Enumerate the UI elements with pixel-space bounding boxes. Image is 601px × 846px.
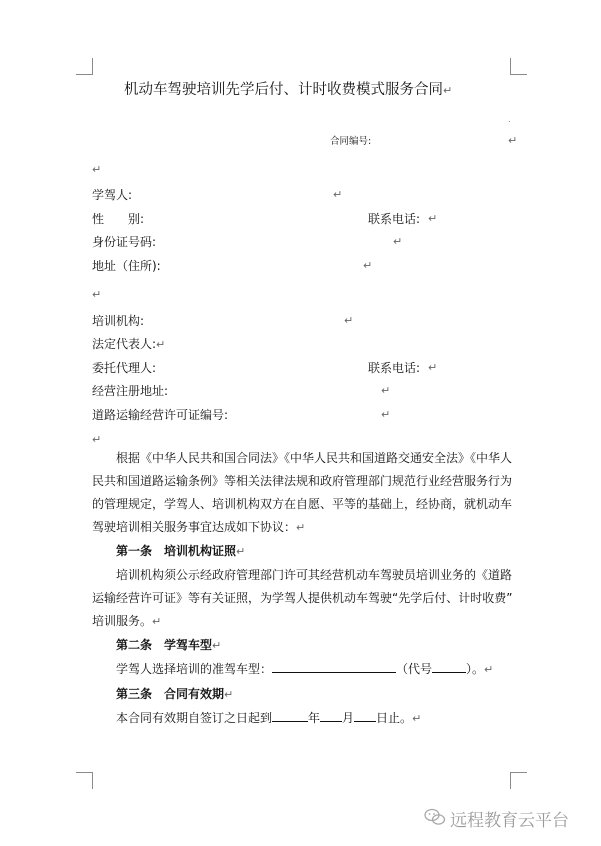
paragraph-mark: ↵ <box>92 433 102 446</box>
article-3-heading <box>116 683 233 706</box>
vehicle-code-label: （代号 <box>396 662 433 676</box>
paragraph-mark: ↵ <box>484 663 494 676</box>
paragraph-mark: ↵ <box>152 615 162 628</box>
validity-label: 本合同有效期自签订之日起到 <box>116 711 273 725</box>
article-1-heading <box>116 540 245 563</box>
intro-line <box>92 516 305 539</box>
institution-phone-label: 联系电话: <box>368 361 421 375</box>
paragraph-mark: ↵ <box>443 84 453 97</box>
article-1-line: 运输经营许可证》等有关证照，为学驾人提供机动车驾驶“先学后付、计时收费” <box>92 591 513 605</box>
vehicle-code-blank[interactable] <box>432 660 466 673</box>
paragraph-mark: ↵ <box>296 521 306 534</box>
contract-title <box>124 82 452 99</box>
watermark-text: 远程教育云平台 <box>450 811 569 831</box>
learner-address-label: 地址（住所): <box>92 259 161 273</box>
article-2-heading-text: 第二条 学驾车型 <box>116 638 213 652</box>
vehicle-type-label: 学驾人选择培训的准驾车型： <box>116 662 273 676</box>
year-blank[interactable] <box>272 709 308 722</box>
paragraph-mark: ↵ <box>508 134 518 147</box>
margin-corner-top-left <box>76 58 93 75</box>
wechat-icon <box>424 808 446 826</box>
article-3-heading-text: 第三条 合同有效期 <box>116 687 225 701</box>
paragraph-mark: ↵ <box>212 639 222 652</box>
paragraph-mark: ↵ <box>363 259 373 272</box>
intro-line: 的管理规定，学驾人、培训机构双方在自愿、平等的基础上，经协商，就机动车 <box>92 497 513 511</box>
learner-name-label: 学驾人: <box>92 188 133 202</box>
paragraph-mark: ↵ <box>428 361 438 374</box>
paragraph-mark: ↵ <box>344 314 354 327</box>
margin-corner-bottom-left <box>76 772 93 789</box>
month-blank[interactable] <box>320 709 342 722</box>
vehicle-type-blank[interactable] <box>272 660 396 673</box>
vehicle-code-close: ）。 <box>466 662 485 676</box>
agent-label: 委托代理人: <box>92 361 157 375</box>
vehicle-type-line <box>116 658 493 681</box>
paragraph-mark: ↵ <box>412 712 422 725</box>
month-label: 月 <box>342 711 355 725</box>
legal-representative-label <box>92 336 165 353</box>
paragraph-mark: ↵ <box>428 212 438 225</box>
learner-id-label: 身份证号码: <box>92 235 157 249</box>
registered-address-label: 经营注册地址: <box>92 384 169 398</box>
paragraph-mark: ↵ <box>92 163 102 176</box>
legal-representative-text: 法定代表人: <box>92 337 157 351</box>
day-label: 日止。 <box>376 711 413 725</box>
paragraph-mark: ↵ <box>333 188 343 201</box>
institution-name-label: 培训机构: <box>92 314 145 328</box>
article-1-line <box>92 610 161 633</box>
paragraph-mark: ↵ <box>381 384 391 397</box>
permit-number-label: 道路运输经营许可证编号: <box>92 408 229 422</box>
intro-line-text: 驾驶培训相关服务事宜达成如下协议： <box>92 520 297 534</box>
learner-gender-label: 性 别: <box>92 212 145 226</box>
paragraph-mark: ↵ <box>92 288 102 301</box>
validity-line <box>116 707 421 730</box>
article-1-heading-text: 第一条 培训机构证照 <box>116 544 237 558</box>
margin-corner-top-right <box>510 58 527 75</box>
intro-line: 根据《中华人民共和国合同法》《中华人民共和国道路交通安全法》《中华人 <box>116 451 513 465</box>
paragraph-mark: ↵ <box>236 545 246 558</box>
paragraph-mark: ↵ <box>393 235 403 248</box>
contract-number-label: 合同编号: <box>330 136 372 147</box>
paragraph-mark: ↵ <box>224 688 234 701</box>
learner-phone-label: 联系电话: <box>368 212 421 226</box>
article-2-heading <box>116 634 221 657</box>
margin-corner-bottom-right <box>510 772 527 789</box>
paragraph-mark: ↵ <box>156 338 166 351</box>
year-label: 年 <box>308 711 321 725</box>
article-1-line: 培训机构须公示经政府管理部门许可其经营机动车驾驶员培训业务的《道路 <box>116 568 513 582</box>
article-1-line-text: 培训服务。 <box>92 614 153 628</box>
contract-title-text: 机动车驾驶培训先学后付、计时收费模式服务合同 <box>124 82 443 98</box>
intro-line: 民共和国道路运输条例》等相关法律法规和政府管理部门规范行业经营服务行为 <box>92 474 513 488</box>
paragraph-mark: . <box>508 115 511 124</box>
day-blank[interactable] <box>354 709 376 722</box>
paragraph-mark: ↵ <box>381 408 391 421</box>
